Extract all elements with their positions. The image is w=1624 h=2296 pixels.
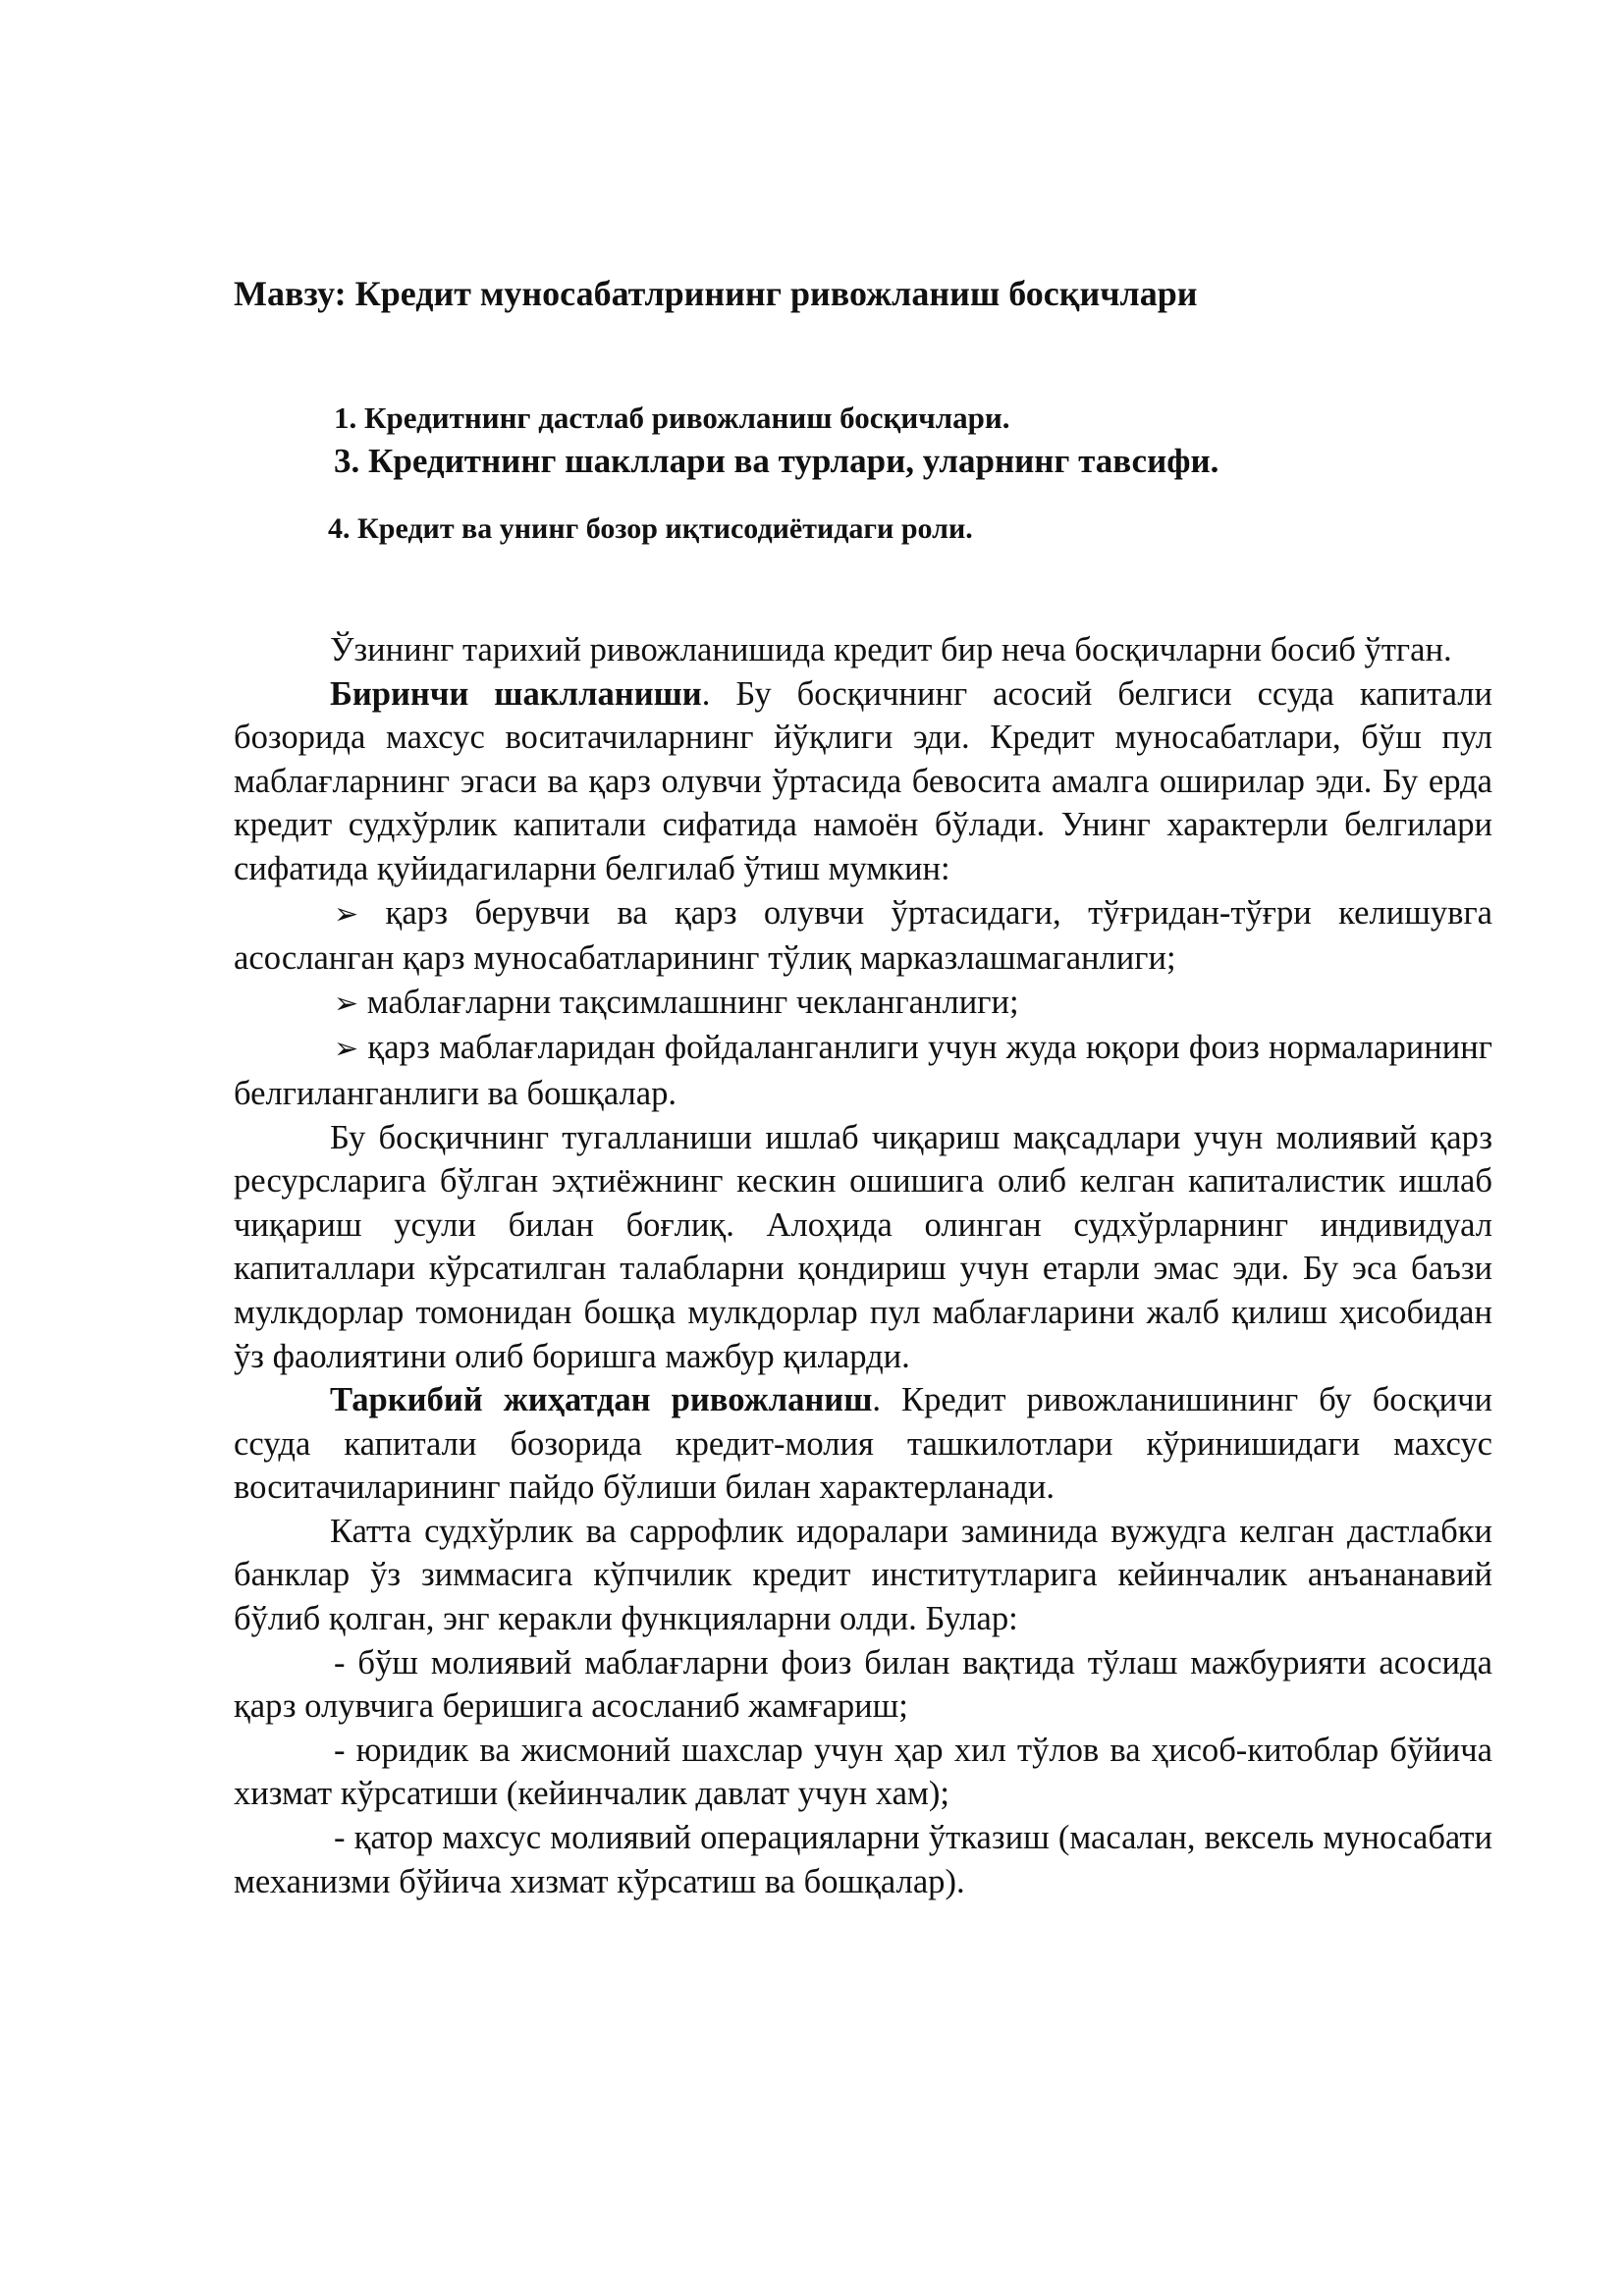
banks-paragraph: Катта судхўрлик ва саррофлик идоралари заминида вужудга келган дастлабки банклар ўз зиммасига кўпчилик кредит институтларига кейинчалик анъананавий бўлиб қолган, энг керакли функцияларни олди. Булар: (234, 1512, 1492, 1638)
document-body (234, 628, 1492, 1903)
outline-item-3: 3. Кредитнинг шакллари ва турлари, уларнинг тавсифи. (334, 442, 1219, 480)
document-title: Мавзу: Кредит муносабатлрининг ривожланиш босқичлари (234, 274, 1198, 313)
outline-item-1: 1. Кредитнинг дастлаб ривожланиш босқичлари. (334, 400, 1010, 435)
stage1-text: . Бу босқичнинг асосий белгиси ссуда капитали бозорида махсус воситачиларнинг йўқлиги эди. Кредит муносабатлари, бўш пул маблағларнинг эгаси ва қарз олувчи ўртасида бевосита амалга оширилар эди. Бу ерда кредит судхўрлик капитали сифатида намоён бўлади. Унинг характерли белгилари сифатида қуйидагиларни белгилаб ўтиш мумкин: (234, 674, 1492, 887)
arrow-bullet-icon: ➢ (334, 987, 359, 1020)
bullet-item (234, 891, 1492, 981)
arrow-bullet-icon: ➢ (334, 897, 359, 931)
intro-paragraph: Ўзининг тарихий ривожланишида кредит бир неча босқичларни босиб ўтган. (330, 631, 1452, 668)
dash-item: - юридик ва жисмоний шахслар учун ҳар хил тўлов ва ҳисоб-китоблар бўйича хизмат кўрсатиши (кейинчалик давлат учун хам); (234, 1731, 1492, 1813)
arrow-bullet-icon: ➢ (334, 1033, 359, 1066)
stage1-heading: Биринчи шаклланиши (330, 674, 702, 713)
bullet-item (234, 981, 1492, 1027)
dash-item: - бўш молиявий маблағларни фоиз билан вақтида тўлаш мажбурияти асосида қарз олувчига беришига асосланиб жамғариш; (234, 1643, 1492, 1726)
stage1-paragraph (234, 672, 1492, 891)
outline-item-4: 4. Кредит ва унинг бозор иқтисодиётидаги роли. (328, 512, 973, 545)
stage2-paragraph (234, 1378, 1492, 1510)
bullet-text: маблағларни тақсимлашнинг чекланганлиги; (366, 983, 1019, 1021)
bullet-text: қарз маблағларидан фойдаланганлиги учун жуда юқори фоиз нормаларининг белгиланганлиги ва бошқалар. (234, 1029, 1492, 1112)
stage2-heading: Таркибий жиҳатдан ривожланиш (330, 1381, 873, 1419)
bullet-text: қарз берувчи ва қарз олувчи ўртасидаги, тўғридан-тўғри келишувга асосланган қарз муносабатларининг тўлиқ марказлашмаганлиги; (234, 893, 1492, 978)
dash-item: - қатор махсус молиявий операцияларни ўтказиш (масалан, вексель муносабати механизми бўйича хизмат кўрсатиш ва бошқалар). (234, 1819, 1492, 1900)
stage2-text: . Кредит ривожланишининг бу босқичи ссуда капитали бозорида кредит-молия ташкилотлари кўринишидаги махсус воситачиларининг пайдо бўлиши билан характерланади. (234, 1381, 1492, 1507)
stage-end-paragraph: Бу босқичнинг тугалланиши ишлаб чиқариш мақсадлари учун молиявий қарз ресурсларига бўлган эҳтиёжнинг кескин ошишига олиб келган капиталистик ишлаб чиқариш усули билан боғлиқ. Алоҳида олинган судхўрларнинг индивидуал капиталлари кўрсатилган талабларни қондириш учун етарли эмас эди. Бу эса баъзи мулкдорлар томонидан бошқа мулкдорлар пул маблағларини жалб қилиш ҳисобидан ўз фаолиятини олиб боришга мажбур қиларди. (234, 1118, 1492, 1375)
bullet-item (234, 1026, 1492, 1115)
